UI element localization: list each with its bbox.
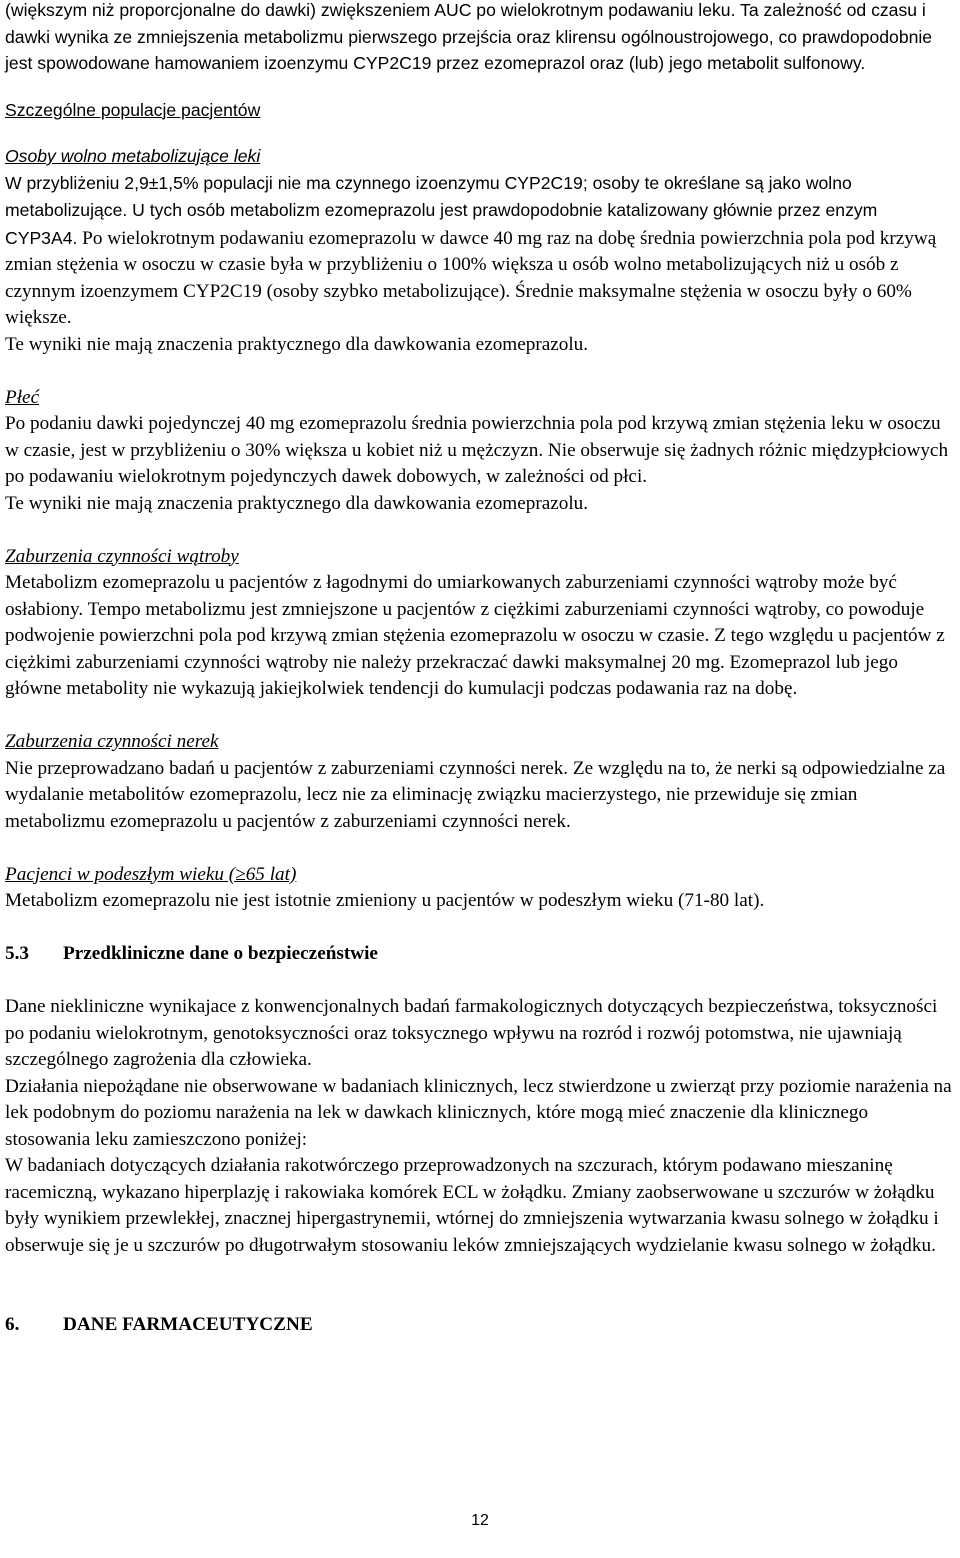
slow-metabolizers-text-a: W przybliżeniu 2,9±1,5% populacji nie ma czynnego izoenzymu CYP2C19; osoby te określane są jako wolno metabolizujące. U tych osób metabolizm ezomeprazolu jest prawdopodobnie katalizowany głównie przez enzym CYP3A4. — [5, 172, 878, 248]
section-5-3-heading — [5, 941, 953, 968]
hepatic-heading: Zaburzenia czynności wątroby — [5, 545, 239, 567]
section-5-3-number: 5.3 — [5, 943, 29, 964]
document-page — [5, 0, 953, 1339]
slow-metabolizers-note: Te wyniki nie mają znaczenia praktycznego dla dawkowania ezomeprazolu. — [5, 333, 589, 355]
section-6-heading — [5, 1312, 953, 1339]
renal-paragraph: Nie przeprowadzano badań u pacjentów z zaburzeniami czynności nerek. Ze względu na to, że nerki są odpowiedzialne za wydalanie metabolitów ezomeprazolu, lecz nie za eliminację związku macierzystego, nie przewiduje się zmian metabolizmu ezomeprazolu u pacjentów z zaburzeniami czynności nerek. — [5, 757, 946, 832]
preclinical-paragraph-1: Dane niekliniczne wynikajace z konwencjonalnych badań farmakologicznych dotyczących bezpieczeństwa, toksyczności po podaniu wielokrotnym, genotoksyczności oraz toksycznego wpływu na rozród i rozwój potomstwa, nie ujawniają szczególnego zagrożenia dla człowieka. — [5, 996, 938, 1070]
section-6-number: 6. — [5, 1314, 20, 1335]
preclinical-paragraph-2: Działania niepożądane nie obserwowane w badaniach klinicznych, lecz stwierdzone u zwierząt przy poziomie narażenia na lek podobnym do poziomu narażenia na lek w dawkach klinicznych, które mogą mieć znaczenie dla klinicznego stosowania leku zamieszczono poniżej: — [5, 1075, 952, 1150]
page-number: 12 — [471, 1512, 489, 1529]
section-6-title: DANE FARMACEUTYCZNE — [63, 1314, 313, 1335]
elderly-heading: Pacjenci w podeszłym wieku (≥65 lat) — [5, 863, 297, 885]
sex-note: Te wyniki nie mają znaczenia praktycznego dla dawkowania ezomeprazolu. — [5, 492, 589, 514]
renal-heading: Zaburzenia czynności nerek — [5, 731, 219, 752]
sex-heading: Płeć — [5, 386, 40, 408]
section-5-3-title: Przedkliniczne dane o bezpieczeństwie — [63, 943, 378, 964]
special-populations-heading: Szczególne populacje pacjentów — [5, 99, 261, 120]
sex-paragraph: Po podaniu dawki pojedynczej 40 mg ezomeprazolu średnia powierzchnia pola pod krzywą zmian stężenia leku w osoczu w czasie, jest w przybliżeniu o 30% większa u kobiet niż u mężczyzn. Nie obserwuje się żadnych różnic międzypłciowych po podawaniu wielokrotnym pojedynczych dawek dobowych, w zależności od płci. — [5, 413, 949, 487]
hepatic-paragraph: Metabolizm ezomeprazolu u pacjentów z łagodnymi do umiarkowanych zaburzeniami czynności wątroby może być osłabiony. Tempo metabolizmu jest zmniejszone u pacjentów z ciężkimi zaburzeniami czynności wątroby, co powoduje podwojenie powierzchni pola pod krzywą zmian stężenia ezomeprazolu w osoczu w czasie. Z tego względu u pacjentów z ciężkimi zaburzeniami czynności wątroby nie należy przekraczać dawki maksymalnej 20 mg. Ezomeprazol lub jego główne metabolity nie wykazują jakiejkolwiek tendencji do kumulacji podczas podawania raz na dobę. — [5, 572, 945, 699]
intro-paragraph: (większym niż proporcjonalne do dawki) zwiększeniem AUC po wielokrotnym podawaniu leku. Ta zależność od czasu i dawki wynika ze zmniejszenia metabolizmu pierwszego przejścia oraz klirensu ogólnoustrojowego, co prawdopodobnie jest spowodowane hamowaniem izoenzymu CYP2C19 przez ezomeprazol oraz (lub) jego metabolit sulfonowy. — [5, 0, 933, 73]
slow-metabolizers-heading: Osoby wolno metabolizujące leki — [5, 146, 261, 166]
elderly-paragraph: Metabolizm ezomeprazolu nie jest istotnie zmieniony u pacjentów w podeszłym wieku (71-80 lat). — [5, 890, 765, 911]
slow-metabolizers-text-b: Po wielokrotnym podawaniu ezomeprazolu w dawce 40 mg raz na dobę średnia powierzchnia pola pod krzywą zmian stężenia w osoczu w czasie była w przybliżeniu o 100% większa u osób wolno metabolizujących niż u osób z czynnym izoenzymem CYP2C19 (osoby szybko metabolizujące). Średnie maksymalne stężenia w osoczu były o 60% większe. — [5, 227, 937, 328]
preclinical-paragraph-3: W badaniach dotyczących działania rakotwórczego przeprowadzonych na szczurach, którym podawano mieszaninę racemiczną, wykazano hiperplazję i rakowiaka komórek ECL w żołądku. Zmiany zaobserwowane u szczurów w żołądku były wynikiem przewlekłej, znacznej hipergastrynemii, wtórnej do zmniejszenia wytwarzania kwasu solnego w żołądku i obserwuje się je u szczurów po długotrwałym stosowaniu leków zmniejszających wydzielanie kwasu solnego w żołądku. — [5, 1155, 939, 1256]
slow-metabolizers-paragraph — [5, 170, 953, 332]
